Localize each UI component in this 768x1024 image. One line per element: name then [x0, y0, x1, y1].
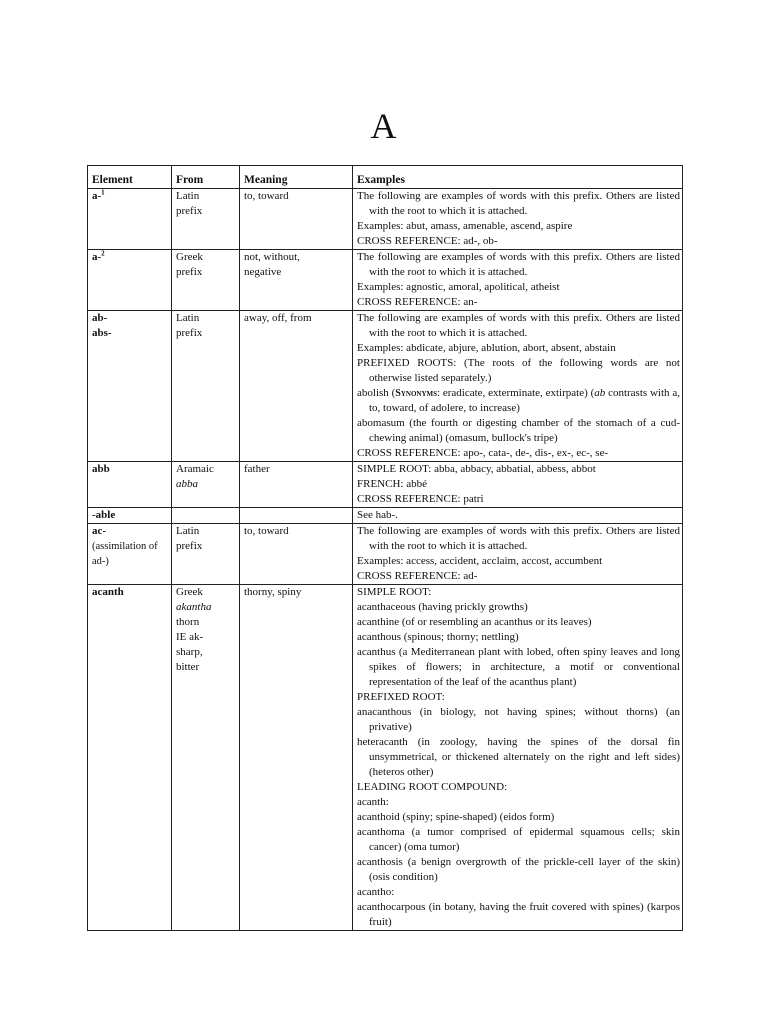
meaning-line: father [244, 463, 270, 475]
examples-cell [353, 311, 683, 462]
from-line: thorn [176, 616, 200, 628]
from-cell [172, 508, 240, 524]
example-line: acantho: [357, 886, 395, 898]
examples-cell [353, 508, 683, 524]
from-line: akantha [176, 601, 212, 613]
table-row [88, 311, 683, 462]
from-cell [172, 189, 240, 250]
from-line: Aramaic [176, 463, 214, 475]
example-fragment: Synonyms [395, 388, 437, 399]
from-cell [172, 462, 240, 508]
examples-cell [353, 524, 683, 585]
examples-cell [353, 250, 683, 311]
element-cell [88, 462, 172, 508]
meaning-line: to, toward [244, 190, 289, 202]
example-line: PREFIXED ROOT: [357, 691, 445, 703]
element-label: a- [92, 190, 102, 202]
element-superscript: 1 [101, 188, 105, 197]
element-label: a- [92, 251, 102, 263]
meaning-cell [240, 250, 353, 311]
header-from: From [172, 166, 240, 189]
from-line: Latin [176, 190, 200, 202]
example-line: Examples: abut, amass, amenable, ascend, aspire [357, 220, 573, 232]
meaning-cell [240, 508, 353, 524]
from-line: Greek [176, 586, 203, 598]
example-line: acanthosis (a benign overgrowth of the prickle-cell layer of the skin) (osis condition) [357, 856, 680, 883]
element-label: -able [92, 509, 116, 521]
example-fragment: abolish ( [357, 387, 396, 399]
from-line: prefix [176, 266, 203, 278]
meaning-line: thorny, spiny [244, 586, 302, 598]
element-label: acanth [92, 586, 124, 598]
from-cell [172, 311, 240, 462]
from-line: bitter [176, 661, 200, 673]
page-letter-heading: A [370, 106, 398, 146]
example-line: The following are examples of words with this prefix. Others are listed with the root to which it is attached. [357, 251, 680, 278]
meaning-cell [240, 189, 353, 250]
example-line: CROSS REFERENCE: ad-, ob- [357, 235, 498, 247]
element-cell [88, 508, 172, 524]
examples-cell [353, 189, 683, 250]
from-line: abba [176, 478, 198, 490]
element-superscript: 2 [101, 249, 105, 258]
example-line: acanthaceous (having prickly growths) [357, 601, 528, 613]
from-line: sharp, [176, 646, 203, 658]
table-row [88, 508, 683, 524]
element-cell [88, 524, 172, 585]
table-header-row [88, 166, 683, 189]
element-cell [88, 585, 172, 931]
example-line: acanthine (of or resembling an acanthus or its leaves) [357, 616, 592, 628]
example-line: anacanthous (in biology, not having spines; without thorns) (an privative) [357, 706, 680, 733]
header-examples: Examples [353, 166, 683, 189]
meaning-line: away, off, from [244, 312, 312, 324]
meaning-cell [240, 311, 353, 462]
from-cell [172, 585, 240, 931]
example-line: CROSS REFERENCE: ad- [357, 570, 478, 582]
meaning-line: not, without, [244, 251, 300, 263]
meaning-line: to, toward [244, 525, 289, 537]
from-line: Greek [176, 251, 203, 263]
element-cell [88, 189, 172, 250]
example-line: acanthous (spinous; thorny; nettling) [357, 631, 519, 643]
table-row [88, 250, 683, 311]
example-line: The following are examples of words with this prefix. Others are listed with the root to which it is attached. [357, 525, 680, 552]
example-line [357, 386, 680, 416]
table-row [88, 585, 683, 931]
table-row [88, 462, 683, 508]
example-line: The following are examples of words with this prefix. Others are listed with the root to which it is attached. [357, 312, 680, 339]
meaning-cell [240, 462, 353, 508]
examples-cell [353, 462, 683, 508]
meaning-cell [240, 524, 353, 585]
example-line: acanthus (a Mediterranean plant with lobed, often spiny leaves and long spikes of flowers; in architecture, a motif or conventional representation of the leaf of the acanthus plant) [357, 646, 680, 688]
example-fragment: : eradicate, exterminate, extirpate) ( [437, 387, 595, 399]
meaning-line: negative [244, 266, 282, 278]
meaning-cell [240, 585, 353, 931]
example-line: SIMPLE ROOT: abba, abbacy, abbatial, abbess, abbot [357, 463, 596, 475]
element-label: abb [92, 463, 110, 475]
example-line: CROSS REFERENCE: apo-, cata-, de-, dis-, ex-, ec-, se- [357, 447, 609, 459]
example-line: PREFIXED ROOTS: (The roots of the following words are not otherwise listed separately.) [357, 357, 680, 384]
element-label: abs- [92, 327, 112, 339]
from-line: prefix [176, 205, 203, 217]
element-label: ac- [92, 525, 107, 537]
element-cell [88, 311, 172, 462]
example-line: FRENCH: abbé [357, 478, 427, 490]
example-line: abomasum (the fourth or digesting chamber of the stomach of a cud-chewing animal) (omasum, bullock's tripe) [357, 417, 680, 444]
element-label: ab- [92, 312, 108, 324]
element-note: (assimilation of ad-) [92, 541, 158, 567]
example-line: See hab-. [357, 509, 398, 521]
from-line: prefix [176, 540, 203, 552]
example-fragment: contrasts with a, to, toward, of adolere, to increase) [369, 387, 680, 414]
example-line: acanthocarpous (in botany, having the fruit covered with spines) (karpos fruit) [357, 901, 680, 928]
table-row [88, 189, 683, 250]
example-line: CROSS REFERENCE: patri [357, 493, 484, 505]
from-cell [172, 524, 240, 585]
table-body [88, 189, 683, 931]
from-line: Latin [176, 312, 200, 324]
header-element: Element [88, 166, 172, 189]
from-line: IE ak- [176, 631, 204, 643]
example-line: CROSS REFERENCE: an- [357, 296, 478, 308]
from-line: prefix [176, 327, 203, 339]
example-line: Examples: access, accident, acclaim, accost, accumbent [357, 555, 603, 567]
examples-cell [353, 585, 683, 931]
example-line: The following are examples of words with this prefix. Others are listed with the root to which it is attached. [357, 190, 680, 217]
header-meaning: Meaning [240, 166, 353, 189]
etymology-table [87, 165, 683, 931]
from-cell [172, 250, 240, 311]
example-line: Examples: abdicate, abjure, ablution, abort, absent, abstain [357, 342, 616, 354]
example-line: acanthoma (a tumor comprised of epidermal squamous cells; skin cancer) (oma tumor) [357, 826, 680, 853]
example-line: acanth: [357, 796, 389, 808]
example-line: Examples: agnostic, amoral, apolitical, atheist [357, 281, 560, 293]
example-line: SIMPLE ROOT: [357, 586, 432, 598]
example-line: LEADING ROOT COMPOUND: [357, 781, 508, 793]
example-line: heteracanth (in zoology, having the spines of the dorsal fin unsymmetrical, or thickened alternately on the right and left sides) (heteros other) [357, 736, 680, 778]
example-fragment: ab [594, 387, 606, 399]
table-row [88, 524, 683, 585]
example-line: acanthoid (spiny; spine-shaped) (eidos form) [357, 811, 555, 823]
from-line: Latin [176, 525, 200, 537]
element-cell [88, 250, 172, 311]
